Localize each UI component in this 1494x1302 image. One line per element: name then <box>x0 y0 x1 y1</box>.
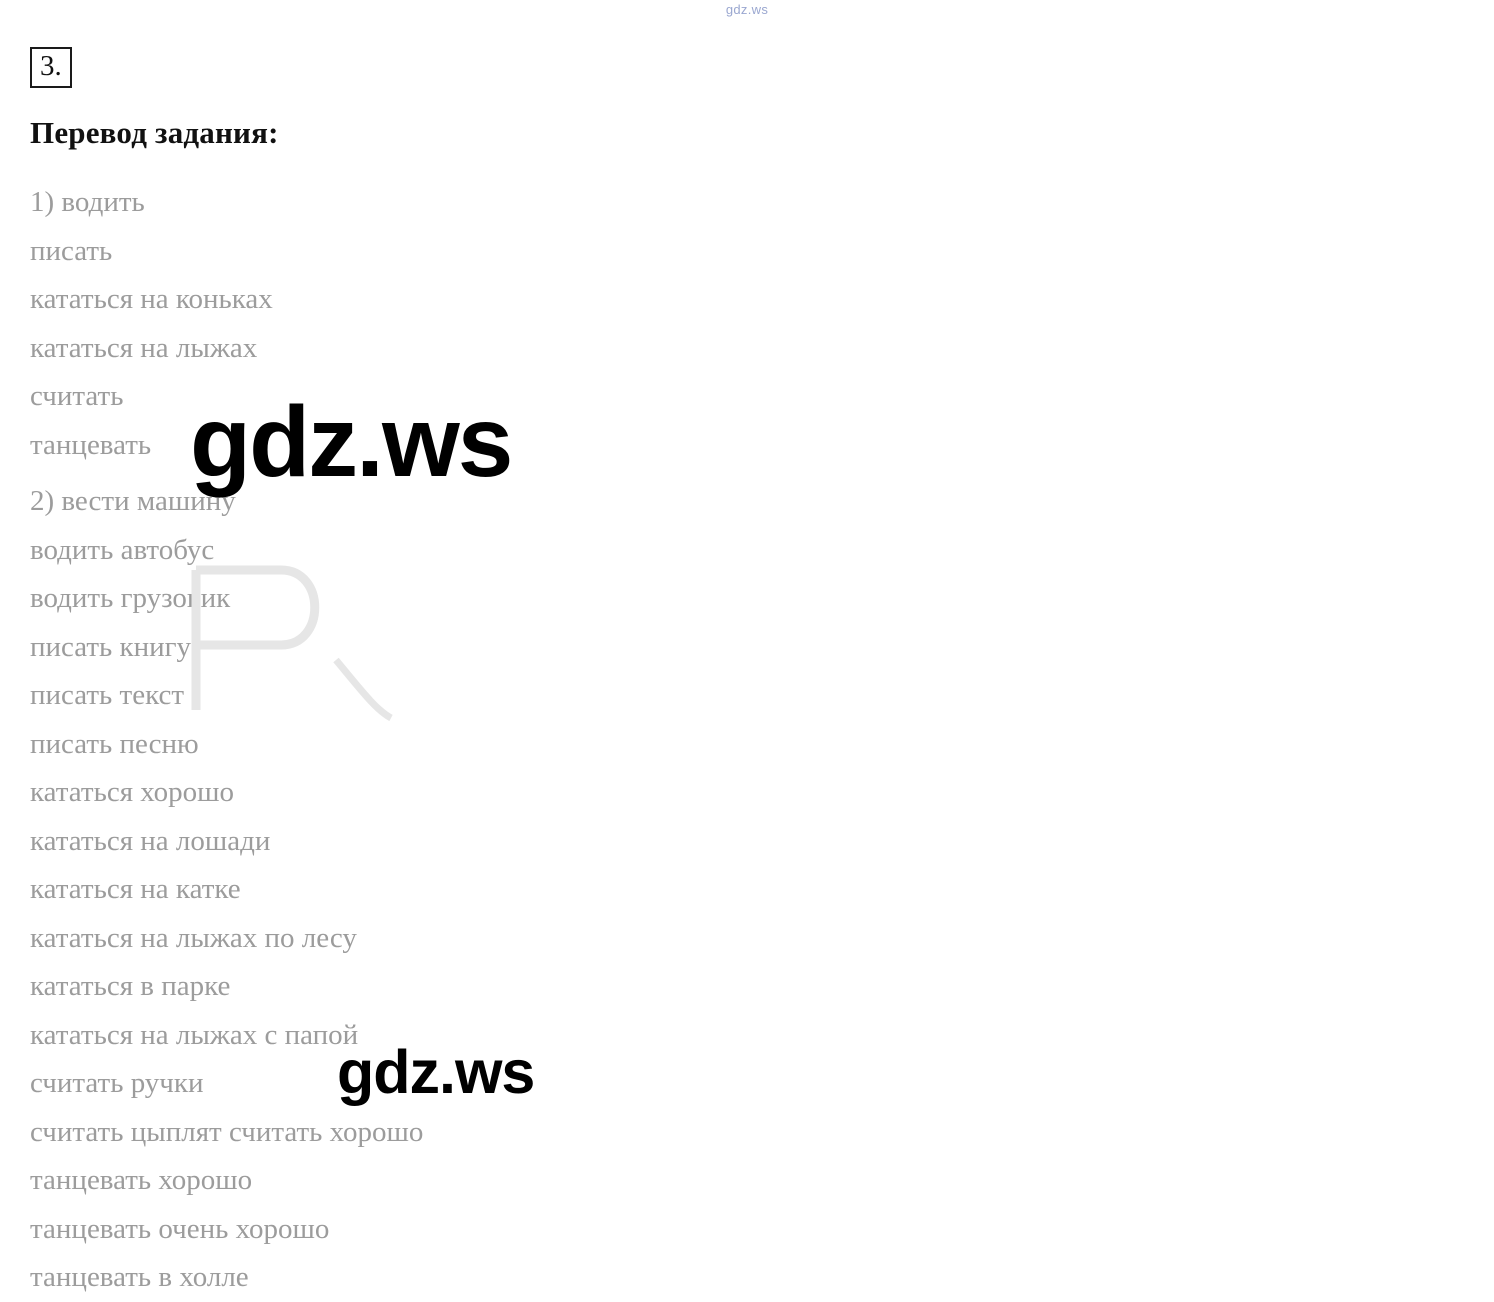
translation-line: писать песню <box>30 727 199 760</box>
watermark-gdzws-medium: gdz.ws <box>337 1038 535 1106</box>
translation-line: кататься в парке <box>30 970 231 1002</box>
translation-line: водить автобус <box>30 533 215 566</box>
translation-line: кататься на лыжах по лесу <box>30 921 357 954</box>
translation-line: 2) вести машину <box>30 485 236 517</box>
translation-line: кататься на лыжах с папой <box>30 1018 359 1051</box>
task-number: 3. <box>30 47 72 88</box>
translation-line: 1) водить <box>30 186 145 218</box>
section-title: Перевод задания: <box>30 115 279 150</box>
translation-line: кататься хорошо <box>30 776 235 808</box>
translation-line: считать цыплят считать хорошо <box>30 1115 424 1148</box>
translation-line: танцевать хорошо <box>30 1164 253 1196</box>
translation-line: писать текст <box>30 679 184 711</box>
translation-line: кататься на катке <box>30 873 241 905</box>
translation-line: писать книгу <box>30 630 192 663</box>
translation-line: кататься на коньках <box>30 283 273 315</box>
watermark-gdzws-large: gdz.ws <box>190 386 512 498</box>
translation-line: танцевать <box>30 428 152 461</box>
translation-line: считать ручки <box>30 1067 204 1099</box>
translation-list <box>30 178 1230 1302</box>
translation-line: водить грузовик <box>30 582 231 614</box>
translation-line: кататься на лошади <box>30 824 271 857</box>
translation-line: кататься на лыжах <box>30 331 258 364</box>
translation-line: танцевать очень хорошо <box>30 1212 330 1245</box>
translation-line: танцевать в холле <box>30 1261 249 1293</box>
translation-line: писать <box>30 234 113 267</box>
top-watermark: gdz.ws <box>725 2 769 17</box>
translation-line: считать <box>30 380 124 412</box>
